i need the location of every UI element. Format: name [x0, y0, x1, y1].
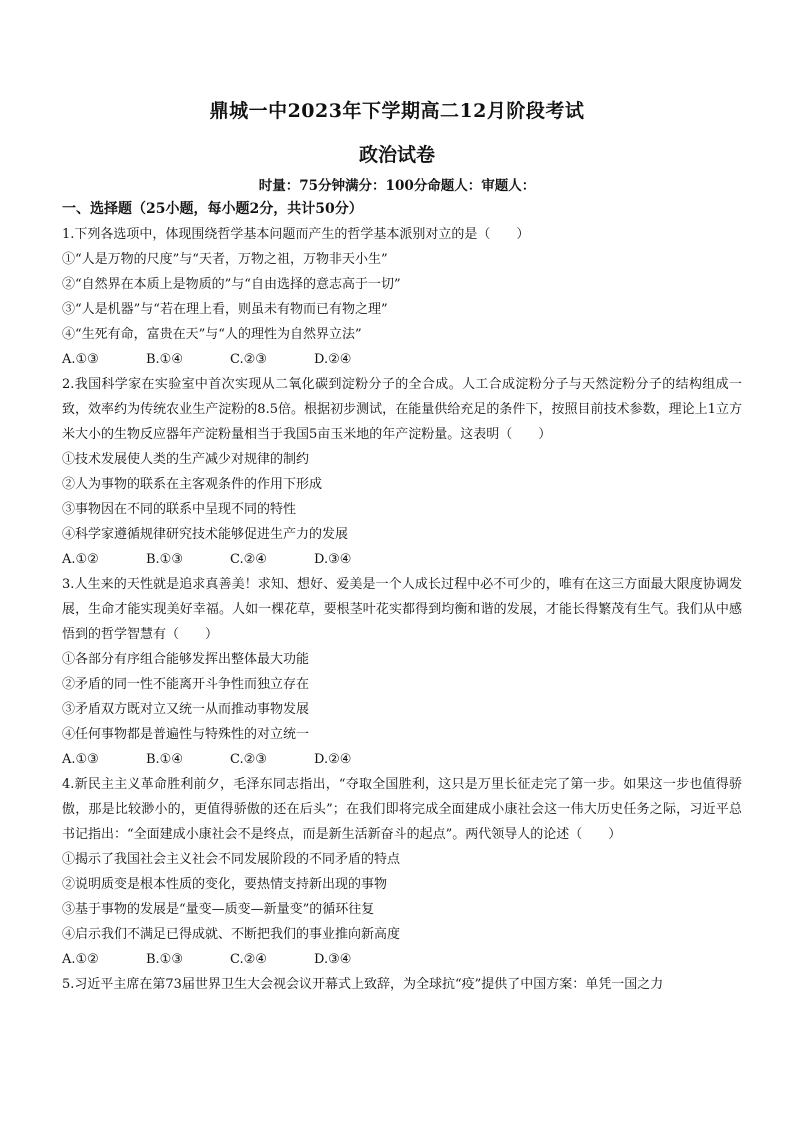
exam-meta: 时量：75分钟满分：100分命题人：审题人： — [258, 178, 536, 194]
question-2-item: ①技术发展使人类的生产减少对规律的制约 — [62, 452, 310, 467]
section-title: 一、选择题（25小题，每小题2分，共计50分） — [62, 201, 363, 217]
question-4-options — [62, 947, 742, 972]
question-2-item: ④科学家遵循规律研究技术能够促进生产力的发展 — [62, 527, 349, 542]
question-2-options — [62, 547, 742, 572]
option-a: A.①③ — [62, 352, 99, 367]
question-1-options — [62, 347, 742, 372]
question-3-item: ①各部分有序组合能够发挥出整体最大功能 — [62, 652, 310, 667]
question-2-item: ③事物因在不同的联系中呈现不同的特性 — [62, 502, 297, 517]
option-b: B.①③ — [146, 552, 183, 567]
option-d: D.②④ — [314, 752, 352, 767]
option-c: C.②④ — [230, 952, 267, 967]
question-4-item: ②说明质变是根本性质的变化，要热情支持新出现的事物 — [62, 877, 388, 892]
question-1-item: ③“人是机器”与“若在理上看，则虽未有物而已有物之理” — [62, 302, 388, 317]
option-a: A.①③ — [62, 752, 99, 767]
question-1-item: ④“生死有命，富贵在天”与“人的理性为自然界立法” — [62, 327, 362, 342]
question-1-item: ①“人是万物的尺度”与“天者，万物之祖，万物非天小生” — [62, 252, 388, 267]
option-b: B.①④ — [146, 752, 183, 767]
question-5-stem: 5.习近平主席在第73届世界卫生大会视会议开幕式上致辞，为全球抗“疫”提供了中国方案：单凭一国之力 — [62, 977, 664, 992]
exam-title: 鼎城一中2023年下学期高二12月阶段考试 — [209, 100, 585, 122]
option-c: C.②④ — [230, 552, 267, 567]
question-3-item: ④任何事物都是普遍性与特殊性的对立统一 — [62, 727, 310, 742]
option-a: A.①② — [62, 552, 99, 567]
question-2-stem: 2.我国科学家在实验室中首次实现从二氧化碳到淀粉分子的全合成。人工合成淀粉分子与天然淀粉分子的结构组成一致，效率约为传统农业生产淀粉的8.5倍。根据初步测试，在能量供给充足的条件下，按照目前技术参数，理论上1立方米大小的生物反应器年产淀粉量相当于我国5亩玉米地的年产淀粉量。这表明（ ） — [62, 377, 742, 442]
question-3-item: ②矛盾的同一性不能离开斗争性而独立存在 — [62, 677, 310, 692]
question-4-item: ④启示我们不满足已得成就、不断把我们的事业推向新高度 — [62, 927, 401, 942]
option-a: A.①② — [62, 952, 99, 967]
question-3-item: ③矛盾双方既对立又统一从而推动事物发展 — [62, 702, 310, 717]
option-d: D.②④ — [314, 352, 352, 367]
question-3-stem: 3.人生来的天性就是追求真善美！求知、想好、爱美是一个人成长过程中必不可少的，唯有在这三方面最大限度协调发展，生命才能实现美好幸福。人如一棵花草，要根茎叶花实都得到均衡和谐的发展，才能长得繁茂有生气。我们从中感悟到的哲学智慧有（ ） — [62, 577, 742, 642]
question-4-item: ③基于事物的发展是“量变—质变—新量变”的循环往复 — [62, 902, 375, 917]
question-4-stem: 4.新民主主义革命胜利前夕，毛泽东同志指出，“夺取全国胜利，这只是万里长征走完了第一步。如果这一步也值得骄傲，那是比较渺小的，更值得骄傲的还在后头”；在我们即将完成全面建成小康社会这一伟大历史任务之际，习近平总书记指出：“全面建成小康社会不是终点，而是新生活新奋斗的起点”。两代领导人的论述（ ） — [62, 777, 742, 842]
option-c: C.②③ — [230, 752, 267, 767]
exam-subtitle: 政治试卷 — [358, 144, 435, 166]
question-4-item: ①揭示了我国社会主义社会不同发展阶段的不同矛盾的特点 — [62, 852, 401, 867]
question-1-stem: 1.下列各选项中，体现围绕哲学基本问题而产生的哲学基本派别对立的是（ ） — [62, 227, 530, 242]
option-c: C.②③ — [230, 352, 267, 367]
option-b: B.①③ — [146, 952, 183, 967]
questions — [62, 222, 742, 997]
question-1-item: ②“自然界在本质上是物质的”与“自由选择的意志高于一切” — [62, 277, 401, 292]
question-2-item: ②人为事物的联系在主客观条件的作用下形成 — [62, 477, 323, 492]
option-d: D.③④ — [314, 952, 352, 967]
option-b: B.①④ — [146, 352, 183, 367]
question-3-options — [62, 747, 742, 772]
option-d: D.③④ — [314, 552, 352, 567]
